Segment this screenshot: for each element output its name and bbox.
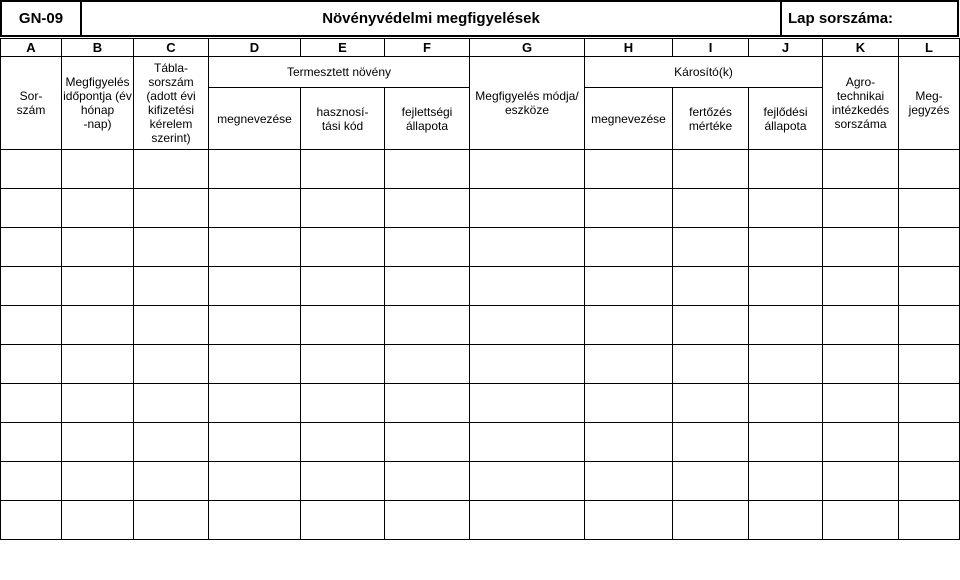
table-cell[interactable] (749, 189, 823, 228)
column-letter: A (1, 39, 62, 57)
table-cell[interactable] (62, 462, 134, 501)
table-cell[interactable] (823, 267, 899, 306)
table-cell[interactable] (673, 189, 749, 228)
table-cell[interactable] (823, 345, 899, 384)
column-letter: D (209, 39, 301, 57)
table-cell[interactable] (899, 423, 960, 462)
table-cell[interactable] (301, 306, 385, 345)
table-cell[interactable] (209, 267, 301, 306)
table-cell[interactable] (899, 345, 960, 384)
table-cell[interactable] (673, 501, 749, 540)
table-cell[interactable] (585, 228, 673, 267)
column-letter: G (470, 39, 585, 57)
table-cell[interactable] (585, 345, 673, 384)
table-cell[interactable] (585, 384, 673, 423)
table-cell[interactable] (823, 306, 899, 345)
table-cell[interactable] (585, 306, 673, 345)
table-cell[interactable] (301, 462, 385, 501)
table-row (1, 384, 960, 423)
table-cell[interactable] (1, 189, 62, 228)
table-cell[interactable] (62, 189, 134, 228)
table-cell[interactable] (209, 228, 301, 267)
table-cell[interactable] (470, 345, 585, 384)
table-cell[interactable] (385, 423, 470, 462)
header-crop-name: megnevezése (209, 88, 301, 150)
header-agrotechnical-measure: Agro- technikai intézkedés sorszáma (823, 57, 899, 150)
table-cell[interactable] (134, 462, 209, 501)
table-cell[interactable] (209, 384, 301, 423)
table-cell[interactable] (749, 345, 823, 384)
table-cell[interactable] (1, 384, 62, 423)
table-cell[interactable] (899, 462, 960, 501)
header-observation-date: Megfigyelés időpontja (év hónap -nap) (62, 57, 134, 150)
table-cell[interactable] (470, 150, 585, 189)
table-cell[interactable] (899, 501, 960, 540)
table-cell[interactable] (134, 267, 209, 306)
table-cell[interactable] (134, 423, 209, 462)
table-cell[interactable] (585, 267, 673, 306)
table-cell[interactable] (301, 501, 385, 540)
table-cell[interactable] (749, 384, 823, 423)
table-cell[interactable] (749, 150, 823, 189)
header-cultivated-crop: Termesztett növény (209, 57, 470, 88)
table-cell[interactable] (301, 384, 385, 423)
table-cell[interactable] (749, 423, 823, 462)
table-cell[interactable] (823, 384, 899, 423)
table-cell[interactable] (209, 423, 301, 462)
table-cell[interactable] (1, 345, 62, 384)
column-letter-row (1, 39, 960, 57)
table-cell[interactable] (673, 267, 749, 306)
table-cell[interactable] (899, 306, 960, 345)
column-letter: F (385, 39, 470, 57)
header-remarks: Meg- jegyzés (899, 57, 960, 150)
header-field-number: Tábla- sorszám (adott évi kifizetési kérelem szerint) (134, 57, 209, 150)
sheet-number-label: Lap sorszáma: (780, 2, 957, 35)
table-cell[interactable] (62, 267, 134, 306)
table-cell[interactable] (673, 150, 749, 189)
table-cell[interactable] (301, 345, 385, 384)
table-cell[interactable] (301, 228, 385, 267)
table-cell[interactable] (470, 384, 585, 423)
table-cell[interactable] (301, 150, 385, 189)
header-pest-stage: fejlődési állapota (749, 88, 823, 150)
table-cell[interactable] (899, 189, 960, 228)
table-cell[interactable] (209, 501, 301, 540)
table-cell[interactable] (470, 228, 585, 267)
table-cell[interactable] (62, 306, 134, 345)
table-cell[interactable] (470, 267, 585, 306)
table-cell[interactable] (749, 501, 823, 540)
table-cell[interactable] (470, 423, 585, 462)
table-cell[interactable] (585, 501, 673, 540)
table-cell[interactable] (134, 384, 209, 423)
table-cell[interactable] (470, 189, 585, 228)
table-cell[interactable] (62, 501, 134, 540)
table-cell[interactable] (899, 267, 960, 306)
header-infection-level: fertőzés mértéke (673, 88, 749, 150)
header-crop-stage: fejlettségi állapota (385, 88, 470, 150)
table-cell[interactable] (823, 189, 899, 228)
table-cell[interactable] (62, 423, 134, 462)
table-cell[interactable] (1, 462, 62, 501)
table-cell[interactable] (470, 462, 585, 501)
table-cell[interactable] (209, 462, 301, 501)
table-cell[interactable] (62, 345, 134, 384)
table-cell[interactable] (134, 150, 209, 189)
table-cell[interactable] (823, 501, 899, 540)
table-row (1, 501, 960, 540)
form-title: Növényvédelmi megfigyelések (322, 10, 540, 27)
table-cell[interactable] (385, 384, 470, 423)
form-title-bar (0, 0, 959, 37)
table-cell[interactable] (209, 306, 301, 345)
table-row (1, 189, 960, 228)
column-letter: B (62, 39, 134, 57)
header-pests: Károsító(k) (585, 57, 823, 88)
header-usage-code: hasznosí- tási kód (301, 88, 385, 150)
table-cell[interactable] (749, 306, 823, 345)
table-cell[interactable] (1, 267, 62, 306)
table-cell[interactable] (673, 423, 749, 462)
table-cell[interactable] (1, 501, 62, 540)
table-cell[interactable] (899, 228, 960, 267)
table-cell[interactable] (585, 462, 673, 501)
table-cell[interactable] (585, 150, 673, 189)
header-serial-number: Sor- szám (1, 57, 62, 150)
table-cell[interactable] (749, 228, 823, 267)
table-cell[interactable] (134, 228, 209, 267)
table-cell[interactable] (585, 423, 673, 462)
header-pest-name: megnevezése (585, 88, 673, 150)
table-cell[interactable] (385, 189, 470, 228)
table-cell[interactable] (899, 150, 960, 189)
table-cell[interactable] (209, 189, 301, 228)
table-cell[interactable] (385, 306, 470, 345)
table-cell[interactable] (62, 150, 134, 189)
table-cell[interactable] (301, 267, 385, 306)
table-cell[interactable] (1, 150, 62, 189)
table-cell[interactable] (823, 150, 899, 189)
column-letter: L (899, 39, 960, 57)
column-letter: C (134, 39, 209, 57)
table-cell[interactable] (134, 306, 209, 345)
table-cell[interactable] (385, 267, 470, 306)
table-row (1, 423, 960, 462)
table-cell[interactable] (673, 384, 749, 423)
table-cell[interactable] (209, 345, 301, 384)
table-cell[interactable] (134, 345, 209, 384)
table-cell[interactable] (1, 228, 62, 267)
table-row (1, 267, 960, 306)
table-cell[interactable] (1, 423, 62, 462)
table-row (1, 462, 960, 501)
table-row (1, 228, 960, 267)
header-observation-method: Megfigyelés módja/ eszköze (470, 57, 585, 150)
table-row (1, 345, 960, 384)
table-cell[interactable] (385, 345, 470, 384)
table-cell[interactable] (470, 306, 585, 345)
column-letter: K (823, 39, 899, 57)
form-code: GN-09 (2, 2, 82, 35)
table-cell[interactable] (134, 189, 209, 228)
column-letter: H (585, 39, 673, 57)
table-cell[interactable] (673, 345, 749, 384)
column-letter: E (301, 39, 385, 57)
table-cell[interactable] (673, 306, 749, 345)
table-cell[interactable] (1, 306, 62, 345)
table-cell[interactable] (301, 189, 385, 228)
table-cell[interactable] (673, 228, 749, 267)
table-cell[interactable] (749, 462, 823, 501)
header-row-top (1, 57, 960, 88)
table-row (1, 150, 960, 189)
table-cell[interactable] (823, 462, 899, 501)
table-cell[interactable] (899, 384, 960, 423)
table-cell[interactable] (585, 189, 673, 228)
table-cell[interactable] (673, 462, 749, 501)
table-row (1, 306, 960, 345)
table-cell[interactable] (385, 462, 470, 501)
table-cell[interactable] (823, 228, 899, 267)
table-cell[interactable] (385, 501, 470, 540)
table-cell[interactable] (209, 150, 301, 189)
column-letter: J (749, 39, 823, 57)
table-cell[interactable] (385, 228, 470, 267)
table-cell[interactable] (62, 228, 134, 267)
table-cell[interactable] (385, 150, 470, 189)
table-cell[interactable] (62, 384, 134, 423)
table-cell[interactable] (301, 423, 385, 462)
table-cell[interactable] (470, 501, 585, 540)
observation-table (0, 38, 960, 540)
table-cell[interactable] (823, 423, 899, 462)
table-cell[interactable] (749, 267, 823, 306)
column-letter: I (673, 39, 749, 57)
table-cell[interactable] (134, 501, 209, 540)
